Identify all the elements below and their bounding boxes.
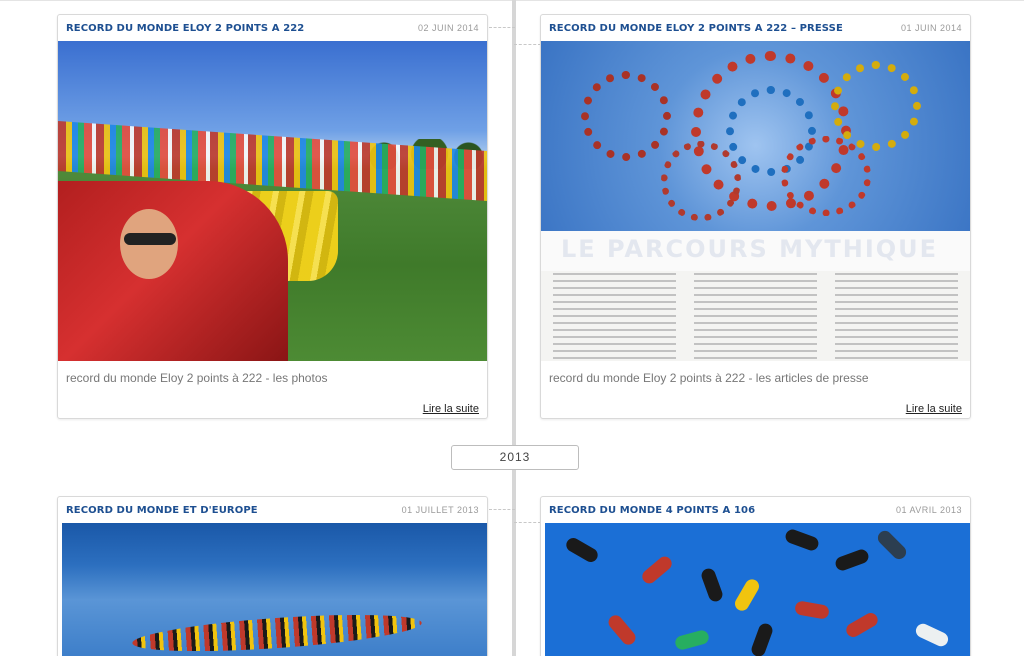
card-header: [58, 15, 487, 41]
skydiver-shape: [794, 600, 830, 620]
skydiver-shape: [639, 554, 674, 587]
card-date: 01 JUIN 2014: [900, 23, 962, 33]
skydiver-shape: [674, 629, 710, 651]
formation-ring: [831, 61, 921, 151]
press-column: [694, 273, 817, 361]
press-headline: LE PARCOURS MYTHIQUE: [561, 235, 939, 263]
skydiver-shape: [732, 577, 761, 613]
skydiver-shape: [875, 528, 909, 562]
skydiver-shape: [834, 548, 871, 573]
card-image[interactable]: [545, 523, 970, 656]
skydiver-shape: [784, 528, 821, 553]
card-image[interactable]: [62, 523, 487, 656]
card-image[interactable]: [541, 41, 970, 361]
red-jumpsuit-shape: [58, 181, 288, 361]
card-title[interactable]: RECORD DU MONDE 4 POINTS A 106: [549, 504, 756, 516]
skydiver-shape: [750, 622, 775, 656]
news-card[interactable]: [540, 496, 971, 656]
press-column: [553, 273, 676, 361]
news-card[interactable]: [540, 14, 971, 419]
sunglasses-shape: [124, 233, 176, 245]
card-description: record du monde Eloy 2 points à 222 - les photos: [66, 371, 328, 385]
card-header: [541, 15, 970, 41]
press-column: [835, 273, 958, 361]
read-more-link[interactable]: Lire la suite: [422, 403, 479, 415]
news-card[interactable]: [57, 496, 488, 656]
formation-shape: [131, 608, 422, 656]
news-card[interactable]: [57, 14, 488, 419]
card-image[interactable]: [58, 41, 487, 361]
formation-ring: [581, 71, 671, 161]
press-columns: [541, 273, 970, 361]
read-more-row: [58, 391, 487, 419]
formation-ring: [781, 136, 871, 216]
connector-left-1: [489, 27, 515, 28]
card-description: record du monde Eloy 2 points à 222 - les articles de presse: [549, 371, 869, 385]
card-header: [58, 497, 487, 523]
read-more-link[interactable]: Lire la suite: [905, 403, 962, 415]
card-title[interactable]: RECORD DU MONDE ELOY 2 POINTS A 222: [66, 22, 305, 34]
connector-right-1: [514, 44, 541, 45]
timeline-line: [512, 0, 516, 656]
formation-ring: [661, 141, 741, 221]
skydiver-shape: [844, 610, 880, 639]
year-badge[interactable]: 2013: [451, 445, 579, 470]
skydiver-shape: [606, 612, 639, 647]
skydiver-shape: [914, 621, 951, 648]
press-banner: [541, 231, 970, 271]
card-title[interactable]: RECORD DU MONDE ELOY 2 POINTS A 222 – PRESSE: [549, 22, 843, 34]
card-date: 01 AVRIL 2013: [895, 505, 962, 515]
skydiver-shape: [700, 567, 725, 604]
card-header: [541, 497, 970, 523]
read-more-row: [541, 391, 970, 419]
card-date: 02 JUIN 2014: [417, 23, 479, 33]
connector-left-2: [489, 509, 515, 510]
card-date: 01 JUILLET 2013: [401, 505, 479, 515]
skydiver-shape: [564, 535, 600, 564]
card-title[interactable]: RECORD DU MONDE ET D'EUROPE: [66, 504, 258, 516]
connector-right-2: [514, 522, 541, 523]
